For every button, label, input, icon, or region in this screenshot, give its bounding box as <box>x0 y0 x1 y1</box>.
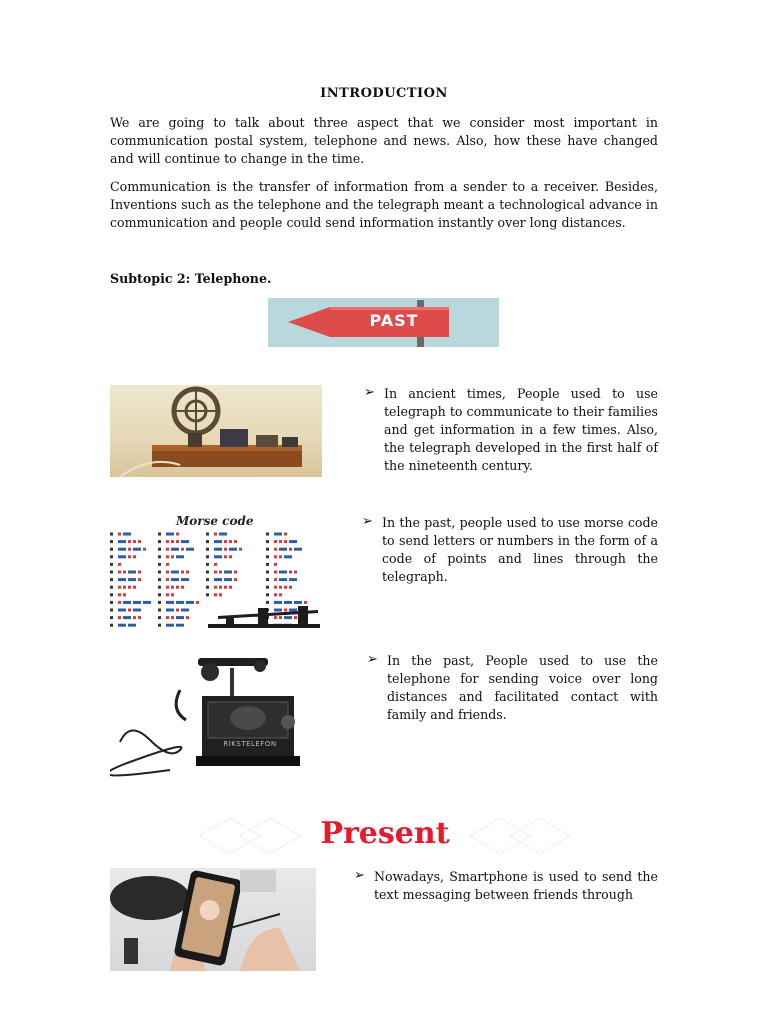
bullet-telegraph <box>364 385 658 475</box>
morse-dash <box>123 533 131 536</box>
morse-dash <box>176 616 184 619</box>
arrow-bullet-icon: ➢ <box>367 652 378 667</box>
morse-dash <box>274 533 282 536</box>
morse-dot <box>234 571 237 574</box>
morse-dot <box>176 540 179 543</box>
morse-dot <box>171 616 174 619</box>
morse-dot <box>214 563 217 566</box>
morse-dot <box>214 533 217 536</box>
morse-dash <box>133 548 141 551</box>
morse-dot <box>186 616 189 619</box>
morse-dash <box>171 578 179 581</box>
morse-dash <box>123 601 131 604</box>
morse-dash <box>166 533 174 536</box>
morse-dot <box>171 593 174 596</box>
morse-dot <box>166 578 169 581</box>
morse-dash <box>171 571 179 574</box>
bullet-telegraph-text: In ancient times, People used to use telegraph to communicate to their families and get information in a few times. Also, the telegraph developed in the first half of the nineteenth century. <box>384 386 658 473</box>
morse-dot <box>284 540 287 543</box>
morse-dot <box>274 563 277 566</box>
morse-dash <box>229 548 237 551</box>
morse-dot <box>166 555 169 558</box>
morse-dot <box>166 540 169 543</box>
morse-dash <box>224 571 232 574</box>
morse-dot <box>219 593 222 596</box>
morse-dot <box>181 548 184 551</box>
morse-dot <box>176 533 179 536</box>
morse-dot <box>118 586 121 589</box>
morse-dash <box>289 578 297 581</box>
morse-dot <box>128 609 131 612</box>
morse-dot <box>274 578 277 581</box>
arrow-bullet-icon: ➢ <box>354 868 365 883</box>
morse-dot <box>294 571 297 574</box>
morse-dot <box>279 540 282 543</box>
morse-dash <box>224 578 232 581</box>
telephone-engraving: RIKSTELEFON <box>223 740 277 748</box>
morse-heading: Morse code <box>176 514 254 528</box>
morse-dash <box>118 548 126 551</box>
smartphone-image <box>110 868 316 971</box>
morse-dot <box>274 555 277 558</box>
morse-dot <box>284 586 287 589</box>
morse-dot <box>128 540 131 543</box>
morse-dash <box>128 578 136 581</box>
morse-dash <box>284 616 292 619</box>
telegraph-image <box>110 385 322 477</box>
morse-dot <box>279 555 282 558</box>
morse-dot <box>166 593 169 596</box>
morse-code-image <box>108 512 322 632</box>
morse-dash <box>118 540 126 543</box>
morse-dash <box>123 616 131 619</box>
morse-dash <box>176 555 184 558</box>
morse-dot <box>123 586 126 589</box>
morse-dot <box>118 533 121 536</box>
morse-dash <box>214 555 222 558</box>
morse-dash <box>279 571 287 574</box>
morse-dot <box>289 586 292 589</box>
bullet-morse <box>362 514 658 586</box>
morse-dot <box>284 609 287 612</box>
morse-dash <box>279 548 287 551</box>
morse-dash <box>219 533 227 536</box>
morse-dot <box>289 548 292 551</box>
morse-dash <box>181 578 189 581</box>
morse-dot <box>279 616 282 619</box>
morse-dot <box>284 533 287 536</box>
morse-dot <box>224 548 227 551</box>
morse-dot <box>133 586 136 589</box>
morse-dot <box>128 548 131 551</box>
morse-dot <box>224 540 227 543</box>
morse-dash <box>166 609 174 612</box>
morse-dash <box>186 601 194 604</box>
page-title: INTRODUCTION <box>320 86 448 101</box>
morse-dash <box>186 548 194 551</box>
morse-dash <box>279 578 287 581</box>
morse-dot <box>279 593 282 596</box>
morse-dot <box>171 555 174 558</box>
morse-dash <box>118 578 126 581</box>
morse-dot <box>304 601 307 604</box>
morse-dot <box>229 555 232 558</box>
morse-dot <box>123 571 126 574</box>
morse-dot <box>186 571 189 574</box>
morse-dot <box>279 586 282 589</box>
morse-dot <box>123 593 126 596</box>
morse-dot <box>166 616 169 619</box>
morse-dot <box>118 563 121 566</box>
morse-dot <box>166 563 169 566</box>
bullet-morse-text: In the past, people used to use morse code to send letters or numbers in the form of a code of points and lines through the telegraph. <box>382 515 658 584</box>
past-sign-image <box>268 298 499 347</box>
morse-dot <box>138 616 141 619</box>
morse-dot <box>224 555 227 558</box>
morse-dot <box>118 601 121 604</box>
morse-dot <box>171 586 174 589</box>
morse-dash <box>274 601 282 604</box>
morse-dot <box>171 540 174 543</box>
past-sign-label: PAST <box>369 311 419 330</box>
morse-dash <box>294 601 302 604</box>
morse-dash <box>171 548 179 551</box>
morse-dot <box>239 548 242 551</box>
morse-dash <box>289 540 297 543</box>
intro-paragraph-1: We are going to talk about three aspect that we consider most important in communication postal system, telephone and news. Also, how these have changed and will continue to change in the time. <box>110 115 658 166</box>
intro-paragraph-2: Communication is the transfer of information from a sender to a receiver. Besides, Inventions such as the telephone and the telegraph meant a technological advance in communication and people could send information instantly over long distances. <box>110 179 658 230</box>
morse-dot <box>219 571 222 574</box>
morse-dot <box>289 571 292 574</box>
morse-dot <box>181 571 184 574</box>
morse-dash <box>118 609 126 612</box>
morse-dot <box>166 548 169 551</box>
morse-dot <box>274 586 277 589</box>
morse-dot <box>181 586 184 589</box>
morse-dash <box>289 609 297 612</box>
morse-dash <box>284 601 292 604</box>
present-banner <box>200 814 570 858</box>
morse-dot <box>133 616 136 619</box>
morse-dot <box>118 593 121 596</box>
bullet-telephone <box>367 652 658 724</box>
bullet-smartphone <box>354 868 658 904</box>
morse-dash <box>214 578 222 581</box>
bullet-smartphone-text: Nowadays, Smartphone is used to send the text messaging between friends through <box>374 869 658 902</box>
arrow-bullet-icon: ➢ <box>364 385 375 400</box>
telegraph-key-silhouette <box>208 606 320 628</box>
morse-dot <box>143 548 146 551</box>
morse-dash <box>133 601 141 604</box>
morse-dot <box>128 555 131 558</box>
morse-dot <box>229 540 232 543</box>
morse-dot <box>133 540 136 543</box>
morse-dash <box>118 624 126 627</box>
morse-dot <box>234 578 237 581</box>
morse-dot <box>214 593 217 596</box>
morse-dash <box>128 571 136 574</box>
morse-dot <box>118 616 121 619</box>
morse-dash <box>294 548 302 551</box>
morse-dash <box>133 609 141 612</box>
antique-telephone-image <box>110 650 324 780</box>
morse-dot <box>219 586 222 589</box>
arrow-bullet-icon: ➢ <box>362 514 373 529</box>
morse-dash <box>214 548 222 551</box>
morse-dot <box>118 571 121 574</box>
morse-dot <box>234 540 237 543</box>
morse-dash <box>181 540 189 543</box>
bullet-telephone-text: In the past, People used to use the telephone for sending voice over long distances and facilitated contact with family and friends. <box>387 653 658 722</box>
present-label: Present <box>320 816 450 851</box>
morse-dot <box>274 548 277 551</box>
morse-dot <box>133 555 136 558</box>
subtopic-heading: Subtopic 2: Telephone. <box>110 271 272 286</box>
morse-dot <box>274 540 277 543</box>
morse-dash <box>166 601 174 604</box>
morse-dash <box>166 624 174 627</box>
morse-dash <box>176 624 184 627</box>
morse-dash <box>143 601 151 604</box>
morse-dot <box>274 616 277 619</box>
morse-dash <box>176 601 184 604</box>
morse-dot <box>138 571 141 574</box>
morse-dash <box>284 555 292 558</box>
morse-dot <box>176 609 179 612</box>
morse-dot <box>274 593 277 596</box>
morse-dash <box>128 624 136 627</box>
morse-dash <box>181 609 189 612</box>
morse-dot <box>196 601 199 604</box>
morse-dot <box>176 586 179 589</box>
morse-dot <box>214 571 217 574</box>
morse-dash <box>118 555 126 558</box>
morse-dot <box>294 616 297 619</box>
morse-dot <box>166 586 169 589</box>
morse-dot <box>128 586 131 589</box>
morse-dash <box>214 540 222 543</box>
morse-dot <box>229 586 232 589</box>
morse-dot <box>214 586 217 589</box>
morse-dot <box>138 540 141 543</box>
morse-dot <box>166 571 169 574</box>
morse-dot <box>224 586 227 589</box>
morse-dot <box>138 578 141 581</box>
morse-dot <box>274 571 277 574</box>
morse-dash <box>274 609 282 612</box>
